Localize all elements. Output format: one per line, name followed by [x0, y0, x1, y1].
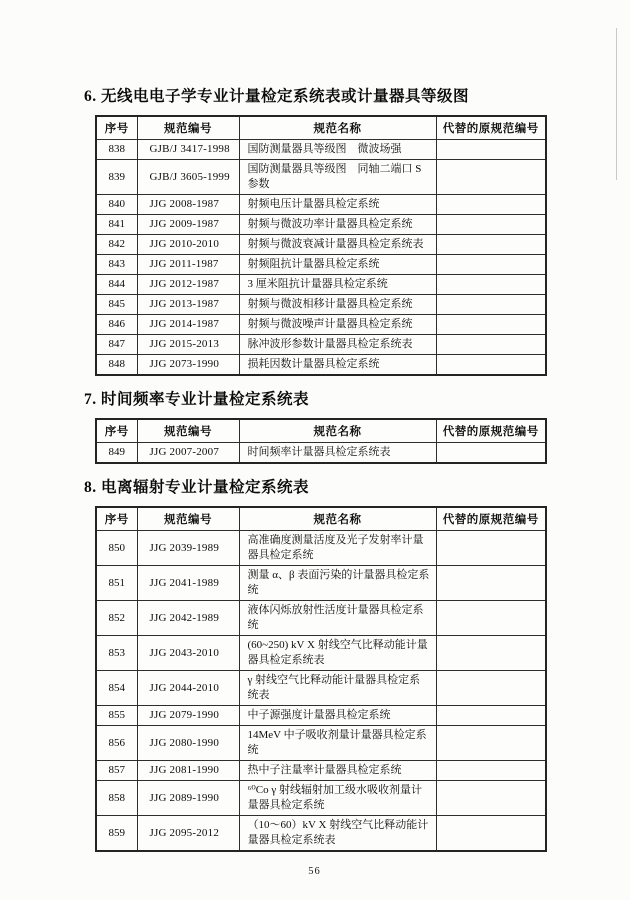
cell-replaced	[436, 355, 546, 376]
section-6	[84, 84, 630, 376]
cell-replaced	[436, 781, 546, 816]
table-header-row	[96, 507, 546, 531]
table-row	[96, 566, 546, 601]
cell-name: 国防测量器具等级图 同轴二端口 S 参数	[239, 160, 436, 195]
table-row	[96, 706, 546, 726]
cell-code: JJG 2089-1990	[137, 781, 239, 816]
table-row	[96, 335, 546, 355]
column-header-code: 规范编号	[137, 419, 239, 443]
cell-seq: 855	[96, 706, 137, 726]
cell-code: JJG 2011-1987	[137, 255, 239, 275]
cell-replaced	[436, 531, 546, 566]
cell-name: 射频电压计量器具检定系统	[239, 195, 436, 215]
cell-code: JJG 2008-1987	[137, 195, 239, 215]
cell-replaced	[436, 255, 546, 275]
cell-replaced	[436, 140, 546, 160]
table-row	[96, 195, 546, 215]
table-row	[96, 255, 546, 275]
cell-seq: 840	[96, 195, 137, 215]
cell-name: 时间频率计量器具检定系统表	[239, 443, 436, 464]
cell-seq: 857	[96, 761, 137, 781]
cell-replaced	[436, 566, 546, 601]
cell-seq: 846	[96, 315, 137, 335]
column-header-seq: 序号	[96, 419, 137, 443]
column-header-replaced: 代替的原规范编号	[436, 116, 546, 140]
cell-code: JJG 2080-1990	[137, 726, 239, 761]
cell-seq: 850	[96, 531, 137, 566]
spec-table	[95, 506, 547, 852]
section-heading: 8. 电离辐射专业计量检定系统表	[84, 479, 310, 496]
cell-replaced	[436, 215, 546, 235]
cell-replaced	[436, 443, 546, 464]
cell-seq: 859	[96, 816, 137, 852]
cell-code: JJG 2095-2012	[137, 816, 239, 852]
cell-replaced	[436, 761, 546, 781]
cell-name: ⁶⁰Co γ 射线辐射加工级水吸收剂量计量器具检定系统	[239, 781, 436, 816]
cell-replaced	[436, 315, 546, 335]
table-row	[96, 295, 546, 315]
cell-seq: 848	[96, 355, 137, 376]
cell-code: JJG 2014-1987	[137, 315, 239, 335]
cell-name: 高准确度测量活度及光子发射率计量器具检定系统	[239, 531, 436, 566]
cell-code: JJG 2044-2010	[137, 671, 239, 706]
cell-name: 测量 α、β 表面污染的计量器具检定系统	[239, 566, 436, 601]
column-header-code: 规范编号	[137, 116, 239, 140]
spec-table	[95, 418, 547, 464]
cell-seq: 854	[96, 671, 137, 706]
table-header-row	[96, 419, 546, 443]
column-header-code: 规范编号	[137, 507, 239, 531]
table-row	[96, 671, 546, 706]
cell-seq: 852	[96, 601, 137, 636]
cell-name: 中子源强度计量器具检定系统	[239, 706, 436, 726]
cell-code: JJG 2015-2013	[137, 335, 239, 355]
column-header-name: 规范名称	[239, 116, 436, 140]
cell-name: 损耗因数计量器具检定系统	[239, 355, 436, 376]
cell-name: 脉冲波形参数计量器具检定系统表	[239, 335, 436, 355]
cell-code: GJB/J 3417-1998	[137, 140, 239, 160]
table-row	[96, 443, 546, 464]
cell-name: （10～60）kV X 射线空气比释动能计量器具检定系统表	[239, 816, 436, 852]
table-row	[96, 275, 546, 295]
column-header-seq: 序号	[96, 507, 137, 531]
cell-replaced	[436, 295, 546, 315]
cell-code: JJG 2039-1989	[137, 531, 239, 566]
cell-seq: 838	[96, 140, 137, 160]
cell-replaced	[436, 275, 546, 295]
cell-seq: 842	[96, 235, 137, 255]
cell-replaced	[436, 160, 546, 195]
cell-name: 射频与微波相移计量器具检定系统	[239, 295, 436, 315]
table-header-row	[96, 116, 546, 140]
cell-name: 14MeV 中子吸收剂量计量器具检定系统	[239, 726, 436, 761]
section-heading: 6. 无线电电子学专业计量检定系统表或计量器具等级图	[84, 88, 470, 105]
table-row	[96, 816, 546, 852]
cell-code: JJG 2010-2010	[137, 235, 239, 255]
table-row	[96, 726, 546, 761]
cell-replaced	[436, 706, 546, 726]
cell-code: JJG 2042-1989	[137, 601, 239, 636]
table-row	[96, 601, 546, 636]
cell-seq: 849	[96, 443, 137, 464]
cell-code: GJB/J 3605-1999	[137, 160, 239, 195]
cell-name: 国防测量器具等级图 微波场强	[239, 140, 436, 160]
cell-name: 射频与微波衰减计量器具检定系统表	[239, 235, 436, 255]
cell-replaced	[436, 235, 546, 255]
cell-code: JJG 2012-1987	[137, 275, 239, 295]
cell-seq: 847	[96, 335, 137, 355]
cell-name: γ 射线空气比释动能计量器具检定系统表	[239, 671, 436, 706]
cell-seq: 858	[96, 781, 137, 816]
table-row	[96, 215, 546, 235]
cell-code: JJG 2043-2010	[137, 636, 239, 671]
cell-name: 射频与微波噪声计量器具检定系统	[239, 315, 436, 335]
column-header-name: 规范名称	[239, 507, 436, 531]
column-header-seq: 序号	[96, 116, 137, 140]
cell-code: JJG 2041-1989	[137, 566, 239, 601]
cell-code: JJG 2007-2007	[137, 443, 239, 464]
cell-name: 射频阻抗计量器具检定系统	[239, 255, 436, 275]
section-8	[84, 475, 630, 852]
cell-code: JJG 2081-1990	[137, 761, 239, 781]
cell-seq: 851	[96, 566, 137, 601]
cell-seq: 853	[96, 636, 137, 671]
table-row	[96, 636, 546, 671]
column-header-name: 规范名称	[239, 419, 436, 443]
table-row	[96, 781, 546, 816]
cell-seq: 843	[96, 255, 137, 275]
cell-code: JJG 2073-1990	[137, 355, 239, 376]
column-header-replaced: 代替的原规范编号	[436, 419, 546, 443]
cell-replaced	[436, 816, 546, 852]
cell-seq: 856	[96, 726, 137, 761]
section-7	[84, 387, 630, 464]
cell-code: JJG 2009-1987	[137, 215, 239, 235]
cell-replaced	[436, 335, 546, 355]
table-row	[96, 235, 546, 255]
cell-code: JJG 2079-1990	[137, 706, 239, 726]
cell-seq: 839	[96, 160, 137, 195]
cell-name: 热中子注量率计量器具检定系统	[239, 761, 436, 781]
cell-code: JJG 2013-1987	[137, 295, 239, 315]
cell-replaced	[436, 636, 546, 671]
cell-replaced	[436, 195, 546, 215]
table-row	[96, 355, 546, 376]
cell-seq: 844	[96, 275, 137, 295]
column-header-replaced: 代替的原规范编号	[436, 507, 546, 531]
page-number: 56	[308, 866, 321, 877]
cell-name: 3 厘米阻抗计量器具检定系统	[239, 275, 436, 295]
cell-name: (60~250) kV X 射线空气比释动能计量器具检定系统表	[239, 636, 436, 671]
spec-table	[95, 115, 547, 376]
cell-name: 液体闪烁放射性活度计量器具检定系统	[239, 601, 436, 636]
table-row	[96, 761, 546, 781]
cell-replaced	[436, 726, 546, 761]
table-row	[96, 160, 546, 195]
scan-artifact-line	[616, 28, 617, 180]
cell-seq: 841	[96, 215, 137, 235]
table-row	[96, 140, 546, 160]
table-row	[96, 315, 546, 335]
section-heading: 7. 时间频率专业计量检定系统表	[84, 391, 310, 408]
cell-replaced	[436, 671, 546, 706]
cell-seq: 845	[96, 295, 137, 315]
table-row	[96, 531, 546, 566]
cell-replaced	[436, 601, 546, 636]
cell-name: 射频与微波功率计量器具检定系统	[239, 215, 436, 235]
